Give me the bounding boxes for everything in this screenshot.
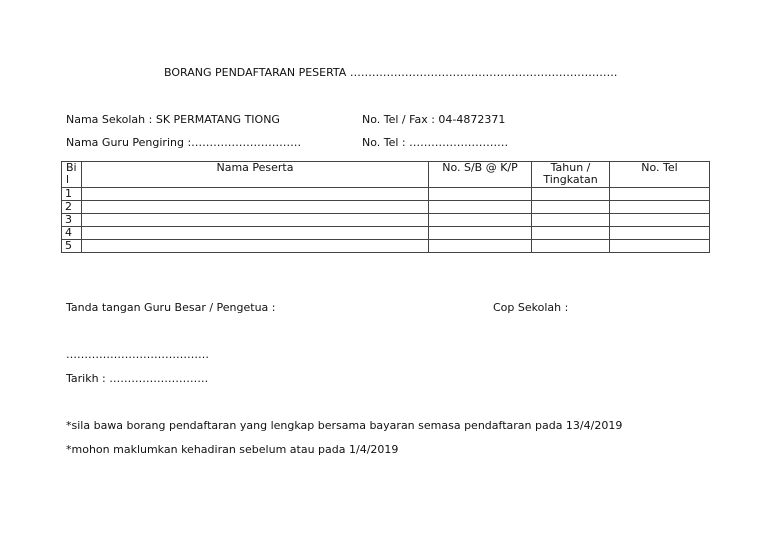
tel-cell[interactable]: [610, 214, 710, 227]
header-year-level: [532, 162, 610, 188]
table-row: [62, 227, 710, 240]
year-cell[interactable]: [532, 188, 610, 201]
table-row: [62, 240, 710, 253]
row-number: 3: [62, 214, 82, 227]
name-cell[interactable]: [82, 227, 429, 240]
ic-cell[interactable]: [429, 188, 532, 201]
tel-cell[interactable]: [610, 240, 710, 253]
header-year-top: Tahun /: [550, 161, 591, 174]
ic-cell[interactable]: [429, 240, 532, 253]
accompanying-teacher-line: Nama Guru Pengiring :…………………………: [66, 136, 302, 149]
year-cell[interactable]: [532, 201, 610, 214]
ic-cell[interactable]: [429, 201, 532, 214]
year-cell[interactable]: [532, 227, 610, 240]
header-bil-bottom: l: [66, 173, 70, 186]
header-ic-number: No. S/B @ K/P: [429, 162, 532, 188]
header-bil: [62, 162, 82, 188]
note-registration: *sila bawa borang pendaftaran yang lengkap bersama bayaran semasa pendaftaran pada 13/4/2019: [66, 419, 623, 432]
table-row: [62, 188, 710, 201]
ic-cell[interactable]: [429, 227, 532, 240]
participant-table: [61, 161, 710, 253]
table-row: [62, 201, 710, 214]
signature-line: …………………………………: [66, 348, 209, 361]
row-number: 2: [62, 201, 82, 214]
header-bil-top: Bi: [66, 161, 77, 174]
school-stamp-label: Cop Sekolah :: [493, 301, 569, 314]
tel-cell[interactable]: [610, 227, 710, 240]
principal-signature-label: Tanda tangan Guru Besar / Pengetua :: [66, 301, 276, 314]
row-number: 1: [62, 188, 82, 201]
form-title: BORANG PENDAFTARAN PESERTA ……………………………………………………………….: [164, 66, 618, 79]
year-cell[interactable]: [532, 214, 610, 227]
header-tel: No. Tel: [610, 162, 710, 188]
note-attendance: *mohon maklumkan kehadiran sebelum atau pada 1/4/2019: [66, 443, 399, 456]
name-cell[interactable]: [82, 201, 429, 214]
row-number: 5: [62, 240, 82, 253]
header-participant-name: Nama Peserta: [82, 162, 429, 188]
tel-cell[interactable]: [610, 188, 710, 201]
school-name-line: Nama Sekolah : SK PERMATANG TIONG: [66, 113, 280, 126]
name-cell[interactable]: [82, 214, 429, 227]
date-line: Tarikh : ………………………: [66, 372, 209, 385]
name-cell[interactable]: [82, 240, 429, 253]
school-tel-fax-line: No. Tel / Fax : 04-4872371: [362, 113, 506, 126]
teacher-tel-line: No. Tel : ………………………: [362, 136, 509, 149]
row-number: 4: [62, 227, 82, 240]
table-header-row: [62, 162, 710, 188]
ic-cell[interactable]: [429, 214, 532, 227]
table-row: [62, 214, 710, 227]
name-cell[interactable]: [82, 188, 429, 201]
year-cell[interactable]: [532, 240, 610, 253]
header-year-bottom: Tingkatan: [543, 173, 598, 186]
tel-cell[interactable]: [610, 201, 710, 214]
